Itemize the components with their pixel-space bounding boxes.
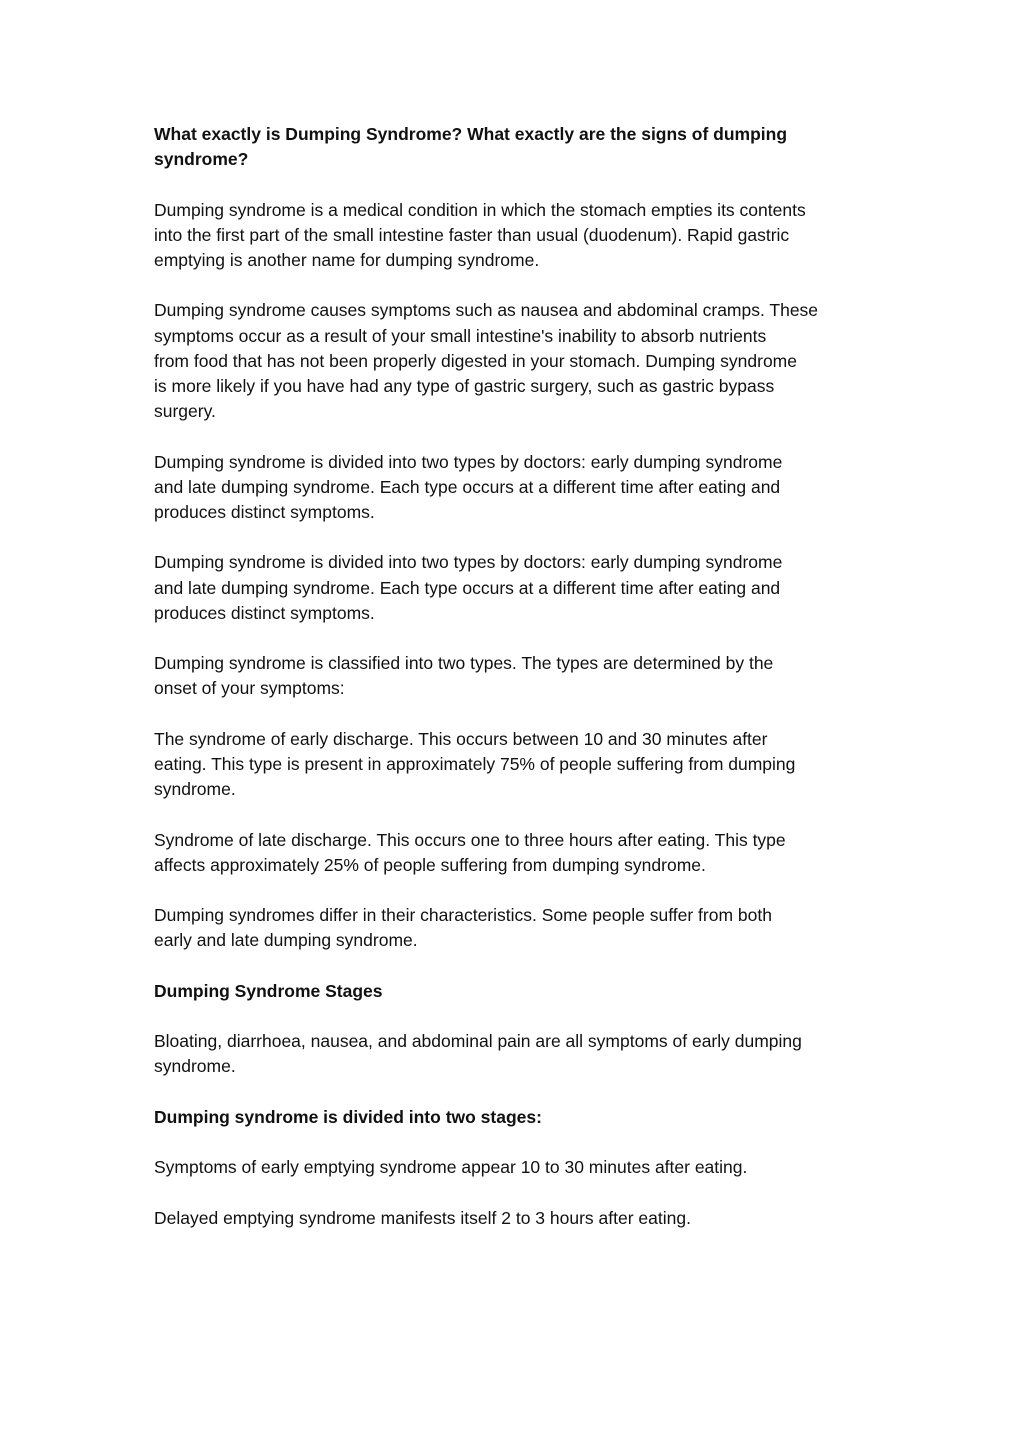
paragraph-types: Dumping syndrome is divided into two types by doctors: early dumping syndrome and late dumping syndrome. Each type occurs at a different time after eating and produces distinct symptoms.: [154, 451, 783, 522]
heading-stages: Dumping Syndrome Stages: [154, 980, 383, 1001]
document-title: What exactly is Dumping Syndrome? What exactly are the signs of dumping syndrome?: [154, 124, 788, 170]
paragraph-delayed-emptying: Delayed emptying syndrome manifests itself 2 to 3 hours after eating.: [154, 1207, 691, 1228]
paragraph-early-discharge: The syndrome of early discharge. This occurs between 10 and 30 minutes after eating. This type is present in approximately 75% of people suffering from dumping syndrome.: [154, 728, 796, 800]
paragraph-late-discharge: Syndrome of late discharge. This occurs one to three hours after eating. This type affects approximately 25% of people suffering from dumping syndrome.: [154, 829, 786, 875]
paragraph-characteristics: Dumping syndromes differ in their characteristics. Some people suffer from both early and late dumping syndrome.: [154, 905, 772, 951]
paragraph-types-repeat: Dumping syndrome is divided into two types by doctors: early dumping syndrome and late dumping syndrome. Each type occurs at a different time after eating and produces distinct symptoms.: [154, 552, 783, 623]
paragraph-early-symptoms: Bloating, diarrhoea, nausea, and abdominal pain are all symptoms of early dumping syndrome.: [154, 1031, 802, 1077]
heading-two-stages: Dumping syndrome is divided into two stages:: [154, 1106, 542, 1127]
paragraph-classification: Dumping syndrome is classified into two types. The types are determined by the onset of your symptoms:: [154, 653, 774, 699]
paragraph-early-emptying: Symptoms of early emptying syndrome appear 10 to 30 minutes after eating.: [154, 1157, 748, 1178]
document-page: [154, 122, 874, 1256]
paragraph-symptoms: Dumping syndrome causes symptoms such as nausea and abdominal cramps. These symptoms occur as a result of your small intestine's inability to absorb nutrients from food that has not been properly digested in your stomach. Dumping syndrome is more likely if you have had any type of gastric surgery, such as gastric bypass surgery.: [154, 300, 819, 422]
paragraph-definition: Dumping syndrome is a medical condition in which the stomach empties its contents into the first part of the small intestine faster than usual (duodenum). Rapid gastric emptying is another name for dumping syndrome.: [154, 199, 806, 270]
